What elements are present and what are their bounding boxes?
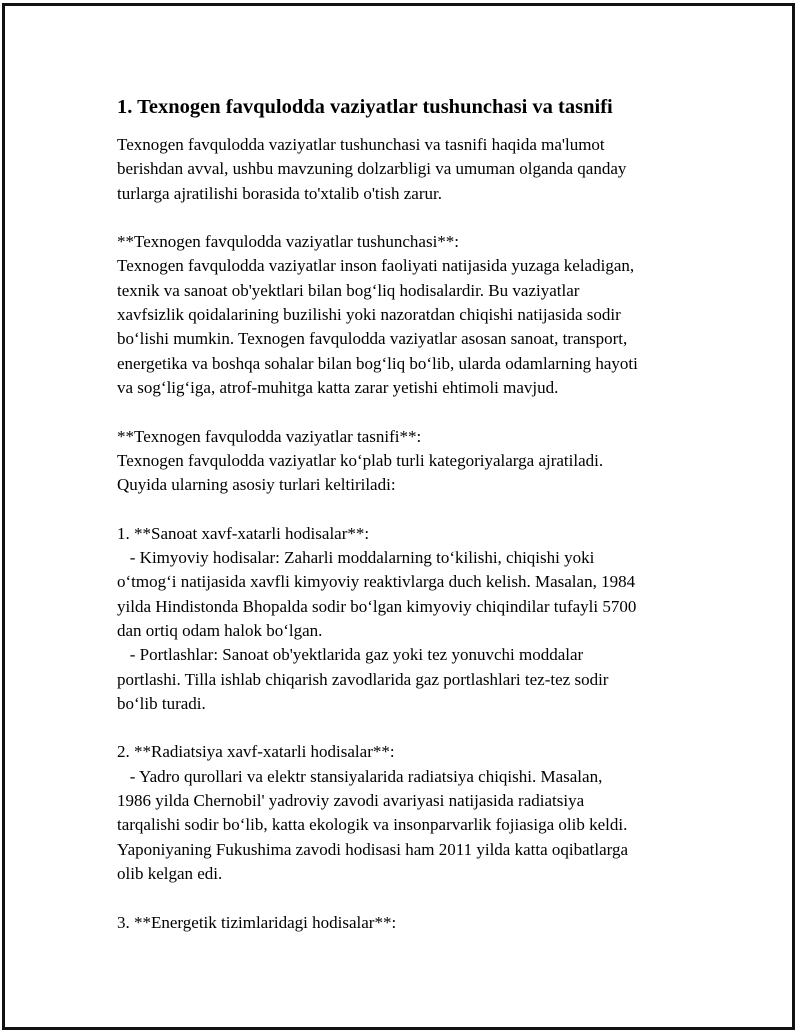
paragraph: [117, 230, 707, 400]
text-line: Texnogen favqulodda vaziyatlar ko‘plab turli kategoriyalarga ajratiladi.: [117, 450, 604, 470]
text-line: dan ortiq odam halok bo‘lgan.: [117, 620, 323, 640]
document-body: [117, 93, 707, 959]
text-line: bo‘lishi mumkin. Texnogen favqulodda vaziyatlar asosan sanoat, transport,: [117, 329, 628, 349]
text-line: bo‘lib turadi.: [117, 693, 206, 713]
text-line: berishdan avval, ushbu mavzuning dolzarbligi va umuman olganda qanday: [117, 159, 627, 179]
paragraph: [117, 522, 707, 716]
text-line: va sog‘lig‘iga, atrof-muhitga katta zarar yetishi ehtimoli mavjud.: [117, 377, 559, 397]
text-line: Quyida ularning asosiy turlari keltiriladi:: [117, 475, 396, 495]
text-line: texnik va sanoat ob'yektlari bilan bog‘liq hodisalardir. Bu vaziyatlar: [117, 280, 580, 300]
text-line: energetika va boshqa sohalar bilan bog‘liq bo‘lib, ularda odamlarning hayoti: [117, 353, 638, 373]
text-line: 1. **Sanoat xavf-xatarli hodisalar**:: [117, 523, 370, 543]
text-line: - Kimyoviy hodisalar: Zaharli moddalarning to‘kilishi, chiqishi yoki: [117, 548, 595, 568]
paragraph: [117, 425, 707, 498]
text-line: portlashi. Tilla ishlab chiqarish zavodlarida gaz portlashlari tez-tez sodir: [117, 669, 609, 689]
text-line: o‘tmog‘i natijasida xavfli kimyoviy reaktivlarga duch kelish. Masalan, 1984: [117, 572, 636, 592]
text-line: tarqalishi sodir bo‘lib, katta ekologik va insonparvarlik fojiasiga olib keldi.: [117, 815, 628, 835]
text-line: Texnogen favqulodda vaziyatlar inson faoliyati natijasida yuzaga keladigan,: [117, 256, 635, 276]
paragraph: [117, 133, 707, 206]
text-line: yilda Hindistonda Bhopalda sodir bo‘lgan kimyoviy chiqindilar tufayli 5700: [117, 596, 637, 616]
text-line: **Texnogen favqulodda vaziyatlar tushunchasi**:: [117, 232, 460, 252]
document-title: 1. Texnogen favqulodda vaziyatlar tushunchasi va tasnifi: [117, 96, 613, 118]
text-line: Texnogen favqulodda vaziyatlar tushunchasi va tasnifi haqida ma'lumot: [117, 135, 605, 154]
text-line: Yaponiyaning Fukushima zavodi hodisasi ham 2011 yilda katta oqibatlarga: [117, 839, 629, 859]
text-line: xavfsizlik qoidalarining buzilishi yoki nazoratdan chiqishi natijasida sodir: [117, 305, 621, 325]
paragraph: [117, 740, 707, 886]
paragraph: [117, 911, 707, 935]
text-line: - Yadro qurollari va elektr stansiyalarida radiatsiya chiqishi. Masalan,: [117, 766, 603, 786]
text-line: 1986 yilda Chernobil' yadroviy zavodi avariyasi natijasida radiatsiya: [117, 791, 585, 811]
text-line: olib kelgan edi.: [117, 863, 223, 883]
text-line: 3. **Energetik tizimlaridagi hodisalar**:: [117, 912, 397, 932]
text-line: **Texnogen favqulodda vaziyatlar tasnifi**:: [117, 426, 422, 446]
text-line: 2. **Radiatsiya xavf-xatarli hodisalar**:: [117, 742, 395, 762]
text-line: - Portlashlar: Sanoat ob'yektlarida gaz yoki tez yonuvchi moddalar: [117, 645, 584, 665]
paragraph-list: [117, 133, 707, 935]
text-line: turlarga ajratilishi borasida to'xtalib o'tish zarur.: [117, 183, 442, 203]
